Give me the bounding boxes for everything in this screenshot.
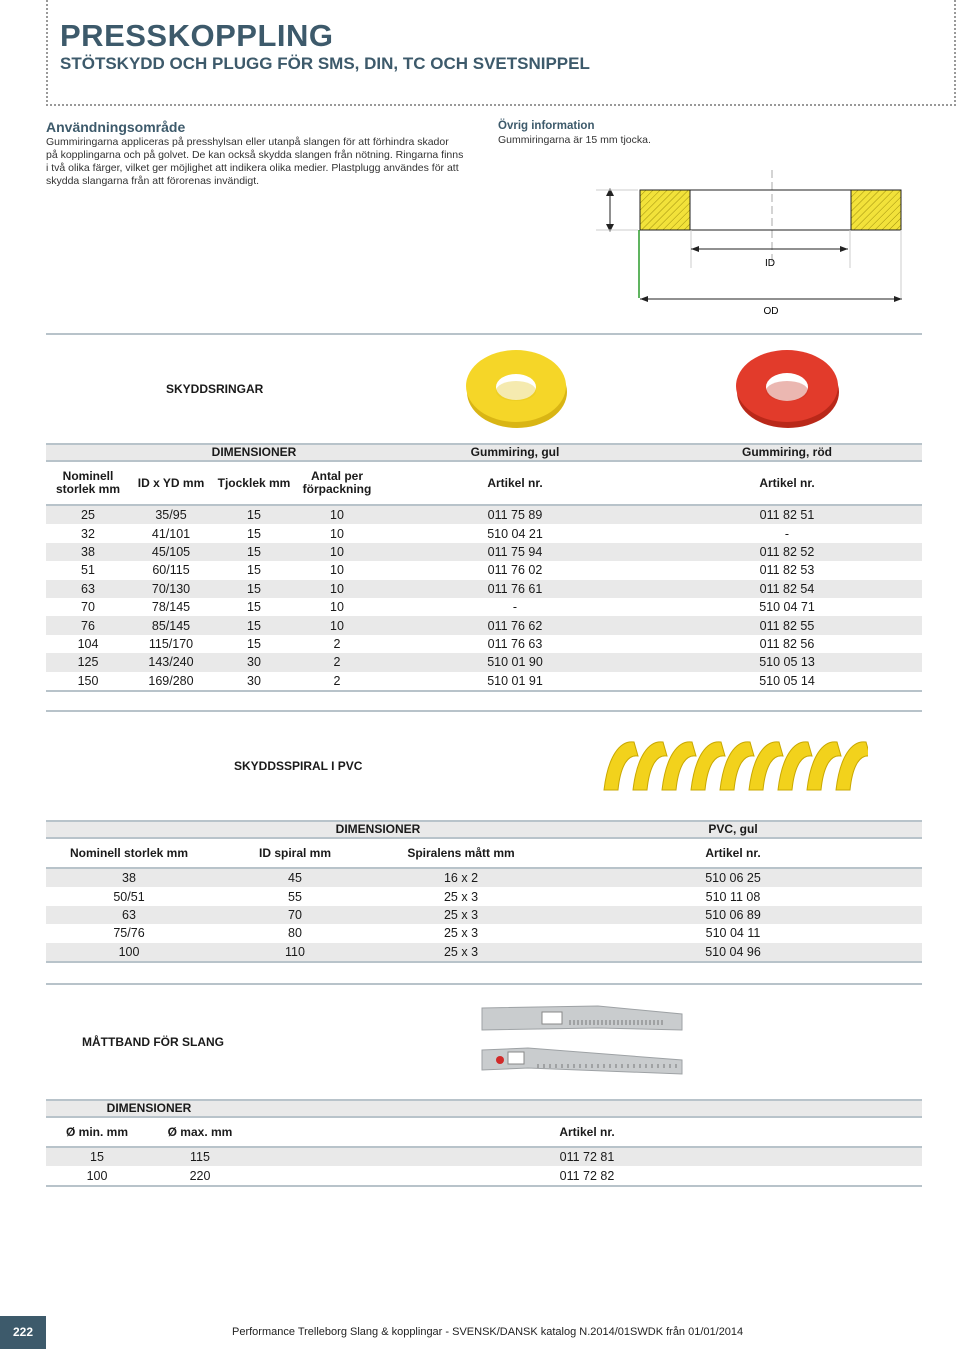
col-article-yellow: Artikel nr. bbox=[487, 475, 543, 490]
rings-table bbox=[46, 443, 922, 692]
table-cell: 55 bbox=[288, 889, 302, 904]
table-cell: 510 04 71 bbox=[759, 600, 815, 615]
table-cell: 38 bbox=[46, 868, 212, 887]
group-red: Gummiring, röd bbox=[742, 445, 832, 459]
usage-heading: Användningsområde bbox=[46, 119, 186, 135]
table-cell: 510 05 13 bbox=[652, 653, 922, 671]
table-cell: 25 bbox=[46, 505, 130, 524]
table-col-header bbox=[46, 1117, 922, 1147]
table-cell: 143/240 bbox=[130, 653, 212, 671]
table-group-header bbox=[46, 821, 922, 838]
yellow-ring-image bbox=[462, 344, 572, 432]
table-cell: 85/145 bbox=[130, 616, 212, 634]
table-row bbox=[46, 505, 922, 524]
table-cell: 15 bbox=[247, 563, 261, 578]
table-cell: 011 72 81 bbox=[252, 1147, 922, 1166]
table-cell: 25 x 3 bbox=[378, 906, 544, 924]
table-cell: 125 bbox=[46, 653, 130, 671]
table-cell: 38 bbox=[46, 543, 130, 561]
table-cell: 30 bbox=[247, 673, 261, 688]
table-cell: 011 75 89 bbox=[378, 505, 652, 524]
group-dimensions: DIMENSIONER bbox=[335, 822, 421, 836]
table-cell: 76 bbox=[46, 616, 130, 634]
table-row bbox=[46, 635, 922, 653]
table-cell: 75/76 bbox=[113, 926, 145, 941]
table-cell: 510 06 25 bbox=[544, 868, 922, 887]
table-cell: 50/51 bbox=[113, 889, 145, 904]
col-id-spiral: ID spiral mm bbox=[258, 845, 332, 860]
table-cell: 011 76 62 bbox=[378, 616, 652, 634]
table-cell: 70 bbox=[81, 600, 95, 615]
usage-text bbox=[46, 136, 486, 188]
table-row bbox=[46, 598, 922, 616]
group-pvc: PVC, gul bbox=[708, 822, 758, 836]
table-cell: 220 bbox=[189, 1168, 211, 1183]
table-cell: 510 04 11 bbox=[705, 926, 761, 941]
usage-line: på kopplingarna och på golvet. De kan också skydda slangen från nötning. Ringarna finns bbox=[46, 149, 464, 161]
spiral-table bbox=[46, 820, 922, 963]
table-cell: 011 76 61 bbox=[378, 580, 652, 598]
col-spiral-size: Spiralens mått mm bbox=[407, 845, 515, 860]
table-cell: 15 bbox=[247, 600, 261, 615]
table-cell: 63 bbox=[46, 906, 212, 924]
usage-line: skydda slangarna från att förorenas invändigt. bbox=[46, 175, 260, 187]
col-max: Ø max. mm bbox=[167, 1124, 233, 1139]
group-yellow: Gummiring, gul bbox=[470, 445, 560, 459]
ring-section-left bbox=[640, 190, 690, 230]
table-col-header bbox=[46, 461, 922, 505]
table-cell: 16 x 2 bbox=[378, 868, 544, 887]
table-cell: 115 bbox=[148, 1147, 252, 1166]
table-cell: 25 x 3 bbox=[443, 926, 479, 941]
section-divider bbox=[46, 333, 922, 335]
table-cell: 115/170 bbox=[148, 636, 194, 651]
table-cell: 80 bbox=[288, 926, 302, 941]
yellow-spiral-image bbox=[598, 736, 868, 794]
other-info-text: Gummiringarna är 15 mm tjocka. bbox=[498, 134, 651, 146]
table-cell: 011 82 51 bbox=[652, 505, 922, 524]
table-row bbox=[46, 580, 922, 598]
table-cell: 011 72 82 bbox=[559, 1168, 615, 1183]
table-cell: 25 x 3 bbox=[378, 943, 544, 962]
table-cell: 15 bbox=[212, 616, 296, 634]
table-row bbox=[46, 543, 922, 561]
table-cell: 100 bbox=[46, 943, 212, 962]
table-cell: 10 bbox=[330, 600, 344, 615]
table-cell: 15 bbox=[247, 636, 261, 651]
table-group-header bbox=[46, 1100, 922, 1117]
rings-label: SKYDDSRINGAR bbox=[166, 382, 264, 396]
table-cell: 32 bbox=[81, 526, 95, 541]
ring-section-right bbox=[851, 190, 901, 230]
table-cell: 63 bbox=[46, 580, 130, 598]
table-row bbox=[46, 616, 922, 634]
table-cell: 10 bbox=[296, 543, 378, 561]
table-cell: 10 bbox=[296, 580, 378, 598]
col-article-red: Artikel nr. bbox=[759, 475, 815, 490]
table-cell: - bbox=[784, 526, 790, 541]
table-cell: 78/145 bbox=[151, 600, 191, 615]
table-cell: 011 82 54 bbox=[652, 580, 922, 598]
col-nominal: Nominell storlek mm bbox=[55, 469, 121, 496]
table-cell: 60/115 bbox=[152, 563, 190, 578]
table-cell: 510 06 89 bbox=[544, 906, 922, 924]
table-cell: - bbox=[512, 600, 518, 615]
col-thickness: Tjocklek mm bbox=[217, 475, 291, 490]
table-cell: 011 82 56 bbox=[759, 636, 815, 651]
table-cell: 25 x 3 bbox=[443, 889, 479, 904]
table-cell: 011 75 94 bbox=[378, 543, 652, 561]
table-cell: 011 76 63 bbox=[487, 636, 543, 651]
table-cell: 10 bbox=[296, 616, 378, 634]
table-cell: 10 bbox=[330, 563, 344, 578]
table-cell: 15 bbox=[247, 526, 261, 541]
table-cell: 011 82 53 bbox=[759, 563, 815, 578]
table-row bbox=[46, 943, 922, 962]
table-cell: 35/95 bbox=[130, 505, 212, 524]
table-cell: 30 bbox=[212, 653, 296, 671]
red-ring-image bbox=[732, 344, 844, 432]
table-row bbox=[46, 524, 922, 542]
section-divider bbox=[46, 983, 922, 985]
id-label: ID bbox=[765, 258, 775, 269]
page-subtitle: STÖTSKYDD OCH PLUGG FÖR SMS, DIN, TC OCH SVETSNIPPEL bbox=[60, 54, 590, 73]
table-row bbox=[46, 906, 922, 924]
table-row bbox=[46, 561, 922, 579]
table-cell: 10 bbox=[330, 526, 344, 541]
table-cell: 011 76 02 bbox=[487, 563, 543, 578]
table-row bbox=[46, 1147, 922, 1166]
table-cell: 2 bbox=[333, 673, 341, 688]
col-min: Ø min. mm bbox=[65, 1124, 128, 1139]
table-cell: 15 bbox=[212, 580, 296, 598]
col-article: Artikel nr. bbox=[705, 845, 761, 860]
usage-line: i två olika färger, vilket ger möjlighet att indikera olika medier. Plastplugg användes för att bbox=[46, 162, 459, 174]
table-cell: 110 bbox=[212, 943, 378, 962]
usage-line: Gummiringarna appliceras på presshylsan eller utanpå slangen för att förhindra skador bbox=[46, 136, 449, 148]
page-number: 222 bbox=[0, 1316, 46, 1349]
table-group-header bbox=[46, 444, 922, 461]
od-label: OD bbox=[763, 306, 779, 317]
table-cell: 10 bbox=[296, 505, 378, 524]
group-dimensions: DIMENSIONER bbox=[211, 445, 297, 459]
table-cell: 510 01 90 bbox=[378, 653, 652, 671]
table-row bbox=[46, 887, 922, 905]
table-cell: 510 04 21 bbox=[487, 526, 543, 541]
table-col-header bbox=[46, 838, 922, 868]
table-cell: 45 bbox=[212, 868, 378, 887]
col-pack: Antal per förpackning bbox=[302, 469, 372, 496]
table-row bbox=[46, 1166, 922, 1185]
table-cell: 510 05 14 bbox=[759, 673, 815, 688]
table-cell: 510 11 08 bbox=[705, 889, 761, 904]
table-cell: 2 bbox=[333, 636, 341, 651]
col-article: Artikel nr. bbox=[559, 1124, 615, 1139]
table-cell: 15 bbox=[212, 543, 296, 561]
table-row bbox=[46, 672, 922, 691]
tape-label: MÅTTBAND FÖR SLANG bbox=[82, 1035, 224, 1049]
table-cell: 70/130 bbox=[130, 580, 212, 598]
table-cell: 104 bbox=[77, 636, 99, 651]
table-cell: 011 82 52 bbox=[652, 543, 922, 561]
table-cell: 011 82 55 bbox=[652, 616, 922, 634]
table-cell: 150 bbox=[77, 673, 99, 688]
table-row bbox=[46, 868, 922, 887]
section-divider bbox=[46, 710, 922, 712]
table-cell: 510 04 96 bbox=[544, 943, 922, 962]
col-nominal: Nominell storlek mm bbox=[69, 845, 189, 860]
footer-text: Performance Trelleborg Slang & kopplingar - SVENSK/DANSK katalog N.2014/01SWDK från 01/01/2014 bbox=[232, 1326, 744, 1338]
measuring-tape-image bbox=[478, 1000, 686, 1080]
other-info-heading: Övrig information bbox=[498, 120, 595, 132]
table-cell: 70 bbox=[212, 906, 378, 924]
table-row bbox=[46, 924, 922, 942]
spiral-label: SKYDDSSPIRAL I PVC bbox=[234, 759, 363, 773]
table-row bbox=[46, 653, 922, 671]
table-cell: 2 bbox=[296, 653, 378, 671]
ring-dimension-diagram bbox=[590, 168, 920, 318]
col-id-yd: ID x YD mm bbox=[137, 475, 205, 490]
table-cell: 45/105 bbox=[130, 543, 212, 561]
tape-table bbox=[46, 1099, 922, 1187]
table-cell: 41/101 bbox=[151, 526, 191, 541]
group-dimensions: DIMENSIONER bbox=[106, 1101, 192, 1115]
page-title: PRESSKOPPLING bbox=[60, 18, 334, 53]
table-cell: 100 bbox=[86, 1168, 108, 1183]
table-cell: 169/280 bbox=[148, 673, 194, 688]
table-cell: 15 bbox=[46, 1147, 148, 1166]
table-cell: 510 01 91 bbox=[487, 673, 543, 688]
table-cell: 15 bbox=[212, 505, 296, 524]
table-cell: 51 bbox=[81, 563, 95, 578]
